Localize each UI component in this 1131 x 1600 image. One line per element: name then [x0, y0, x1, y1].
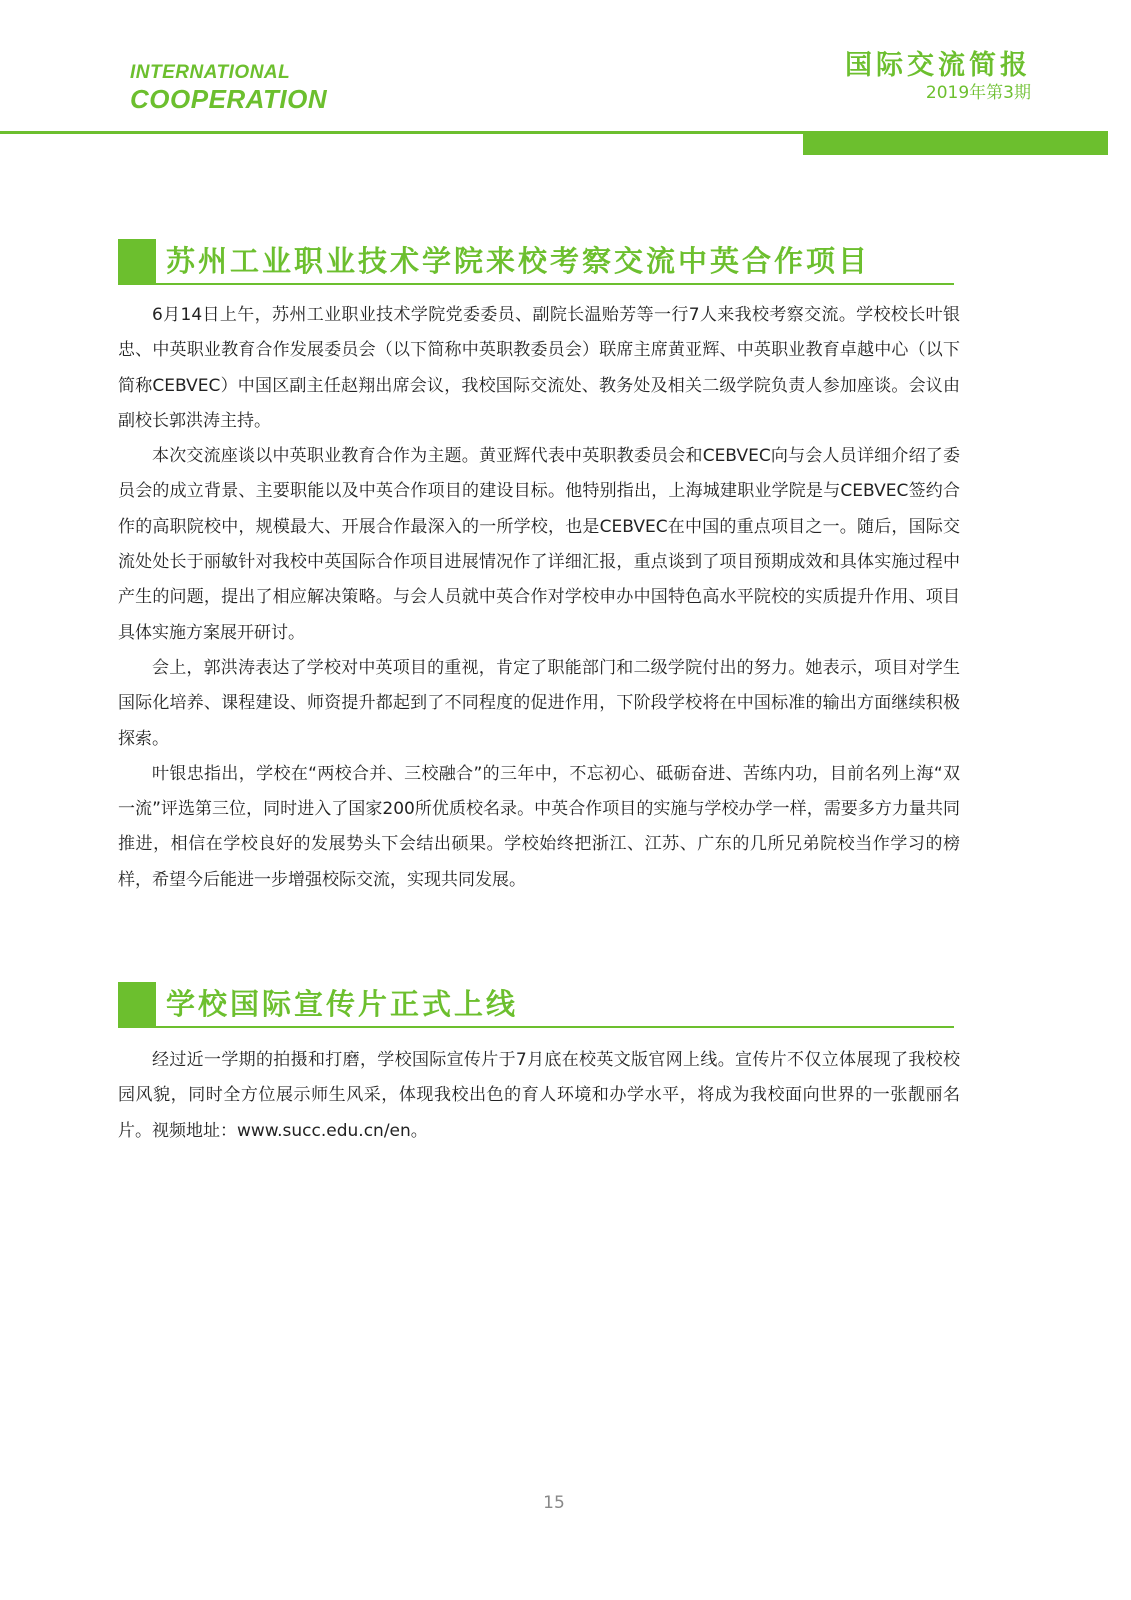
- brand-line-2: COOPERATION: [130, 84, 328, 114]
- heading-marker: [118, 982, 156, 1028]
- paragraph: 经过近一学期的拍摄和打磨，学校国际宣传片于7月底在校英文版官网上线。宣传片不仅立体展现了我校校园风貌，同时全方位展示师生风采，体现我校出色的育人环境和办学水平，将成为我校面向世界的一张靓丽名片。视频地址：www.succ.edu.cn/en。: [118, 1050, 960, 1141]
- issue-label: 2019年第3期: [925, 83, 1031, 103]
- heading-underline: [118, 1026, 954, 1028]
- section-title: 学校国际宣传片正式上线: [166, 987, 519, 1021]
- heading-marker: [118, 239, 156, 285]
- section-body-2: [118, 1043, 960, 1149]
- page-number: 15: [543, 1493, 565, 1513]
- publication-title: 国际交流简报: [845, 50, 1031, 81]
- paragraph: 本次交流座谈以中英职业教育合作为主题。黄亚辉代表中英职教委员会和CEBVEC向与会人员详细介绍了委员会的成立背景、主要职能以及中英合作项目的建设目标。他特别指出，上海城建职业学院是与CEBVEC签约合作的高职院校中，规模最大、开展合作最深入的一所学校，也是CEBVEC在中国的重点项目之一。随后，国际交流处处长于丽敏针对我校中英国际合作项目进展情况作了详细汇报，重点谈到了项目预期成效和具体实施过程中产生的问题，提出了相应解决策略。与会人员就中英合作对学校申办中国特色高水平院校的实质提升作用、项目具体实施方案展开研讨。: [118, 446, 960, 643]
- brand-line-1: INTERNATIONAL: [130, 62, 291, 83]
- header-accent-bar: [803, 134, 1108, 155]
- masthead: [845, 50, 1031, 104]
- section-body-1: [118, 298, 960, 898]
- heading-underline: [118, 283, 954, 285]
- paragraph: 6月14日上午，苏州工业职业技术学院党委委员、副院长温贻芳等一行7人来我校考察交流。学校校长叶银忠、中英职业教育合作发展委员会（以下简称中英职教委员会）联席主席黄亚辉、中英职业教育卓越中心（以下简称CEBVEC）中国区副主任赵翔出席会议，我校国际交流处、教务处及相关二级学院负责人参加座谈。会议由副校长郭洪涛主持。: [118, 305, 960, 431]
- section-heading-1: [118, 239, 954, 285]
- paragraph: 会上，郭洪涛表达了学校对中英项目的重视，肯定了职能部门和二级学院付出的努力。她表示，项目对学生国际化培养、课程建设、师资提升都起到了不同程度的促进作用，下阶段学校将在中国标准的输出方面继续积极探索。: [118, 657, 960, 749]
- section-title: 苏州工业职业技术学院来校考察交流中英合作项目: [166, 244, 871, 278]
- brand-logo: [130, 62, 327, 114]
- section-heading-2: [118, 982, 954, 1028]
- paragraph: 叶银忠指出，学校在“两校合并、三校融合”的三年中，不忘初心、砥砺奋进、苦练内功，目前名列上海“双一流”评选第三位，同时进入了国家200所优质校名录。中英合作项目的实施与学校办学一样，需要多方力量共同推进，相信在学校良好的发展势头下会结出硕果。学校始终把浙江、江苏、广东的几所兄弟院校当作学习的榜样，希望今后能进一步增强校际交流，实现共同发展。: [118, 763, 960, 890]
